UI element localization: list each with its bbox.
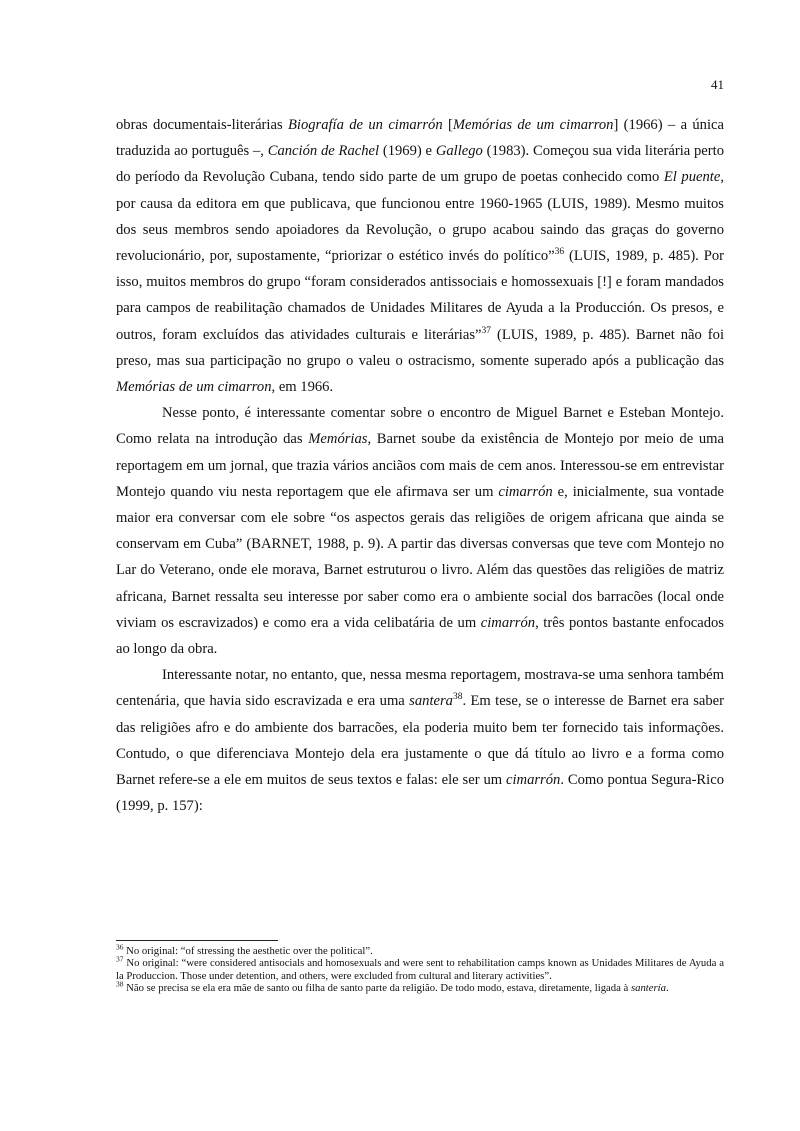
book-title: Gallego bbox=[435, 143, 483, 160]
emphasis-term: cimarrón bbox=[498, 483, 553, 500]
book-title: Memórias de um cimarron bbox=[452, 117, 614, 133]
footnote-ref-38: 38 bbox=[452, 692, 463, 703]
book-title: Memórias bbox=[308, 431, 368, 448]
footnotes bbox=[116, 942, 724, 995]
footnote-divider bbox=[116, 940, 278, 941]
footnote-37: $^{37}$ No original: “were considered antisocials and homosexuals and were sent to rehabilitation camps known as Unidades Militares de Ayuda a la Produccion. Those under detention, and others, were excluded from cultural and literary activities”. bbox=[116, 954, 724, 982]
footnote-ref-37: 37 bbox=[481, 325, 491, 336]
body-text bbox=[116, 112, 724, 819]
paragraph-2: Nesse ponto, é interessante comentar sobre o encontro de Miguel Barnet e Esteban Montejo. Como relata na introdução das Memórias, Barnet soube da existência de Montejo por meio de uma reportagem em um jornal, que trazia vários anciãos com mais de cem anos. Interessou-se em entrevistar Montejo quando viu nesta reportagem que ele afirmava ser um cimarrón e, inicialmente, sua vontade maior era conversar com ele sobre “os aspectos gerais das religiões de origem africana que ainda se conservam em Cuba” (BARNET, 1988, p. 9). A partir das diversas conversas que teve com Montejo no Lar do Veterano, onde ele morava, Barnet estruturou o livro. Além das questões das religiões de matriz africana, Barnet ressalta seu interesse por saber como era o ambiente social dos barracões (local onde viviam os escravizados) e como era a vida celibatária de um cimarrón, três pontos bastante enfocados ao longo da obra. bbox=[116, 405, 724, 658]
emphasis-term: cimarrón bbox=[506, 772, 561, 789]
book-title: Canción de Rachel bbox=[267, 143, 380, 160]
emphasis-term: cimarrón bbox=[480, 614, 536, 631]
paragraph-1: obras documentais-literárias Biografía de un cimarrón [Memórias de um cimarron] (1966) – a única traduzida ao português –, Canción de Rachel (1969) e Gallego (1983). Começou sua vida literária perto do período da Revolução Cubana, tendo sido parte de um grupo de poetas conhecido como El puente, por causa da editora em que publicava, que funcionou entre 1960-1965 (LUIS, 1989). Mesmo muitos dos seus membros sendo apoiadores da Revolução, o grupo acabou saindo das graças do governo revolucionário, por, supostamente, “priorizar o estético invés do político”$^{36}$ (LUIS, 1989, p. 485). Por isso, muitos membros do grupo “foram considerados antissociais e homossexuais [!] e foram mandados para campos de reabilitação chamados de Unidades Militares de Ayuda a la Producción. Os presos, e outros, foram excluídos das atividades culturais e literárias”$^{37}$ (LUIS, 1989, p. 485). Barnet não foi preso, mas sua participação no grupo o valeu o ostracismo, somente superado após a publicação das Memórias de um cimarron, em 1966. bbox=[116, 117, 725, 396]
footnote-36: $^{36}$ No original: “of stressing the aesthetic over the political”. bbox=[116, 942, 373, 957]
paragraph-3: Interessante notar, no entanto, que, nessa mesma reportagem, mostrava-se uma senhora também centenária, que havia sido escravizada e era uma santera$^{38}$. Em tese, se o interesse de Barnet era saber das religiões afro e do ambiente dos barracões, ela poderia muito bem ter fornecido tais informações. Contudo, o que diferenciava Montejo dela era justamente o que dá título ao livro e a forma como Barnet refere-se a ele em muitos de seus textos e falas: ele ser um cimarrón. Como pontua Segura-Rico (1999, p. 157): bbox=[116, 667, 724, 815]
page-number: 41 bbox=[711, 77, 724, 92]
footnote-ref-36: 36 bbox=[554, 247, 565, 258]
book-title: Memórias de um cimarron bbox=[116, 379, 272, 396]
emphasis-term: santera bbox=[409, 693, 453, 710]
group-name: El puente bbox=[663, 169, 721, 186]
book-title: Biografía de un cimarrón bbox=[287, 117, 443, 133]
footnote-38: $^{38}$ Não se precisa se ela era mãe de santo ou filha de santo parte da religião. De todo modo, estava, diretamente, ligada à santería. bbox=[116, 979, 669, 995]
